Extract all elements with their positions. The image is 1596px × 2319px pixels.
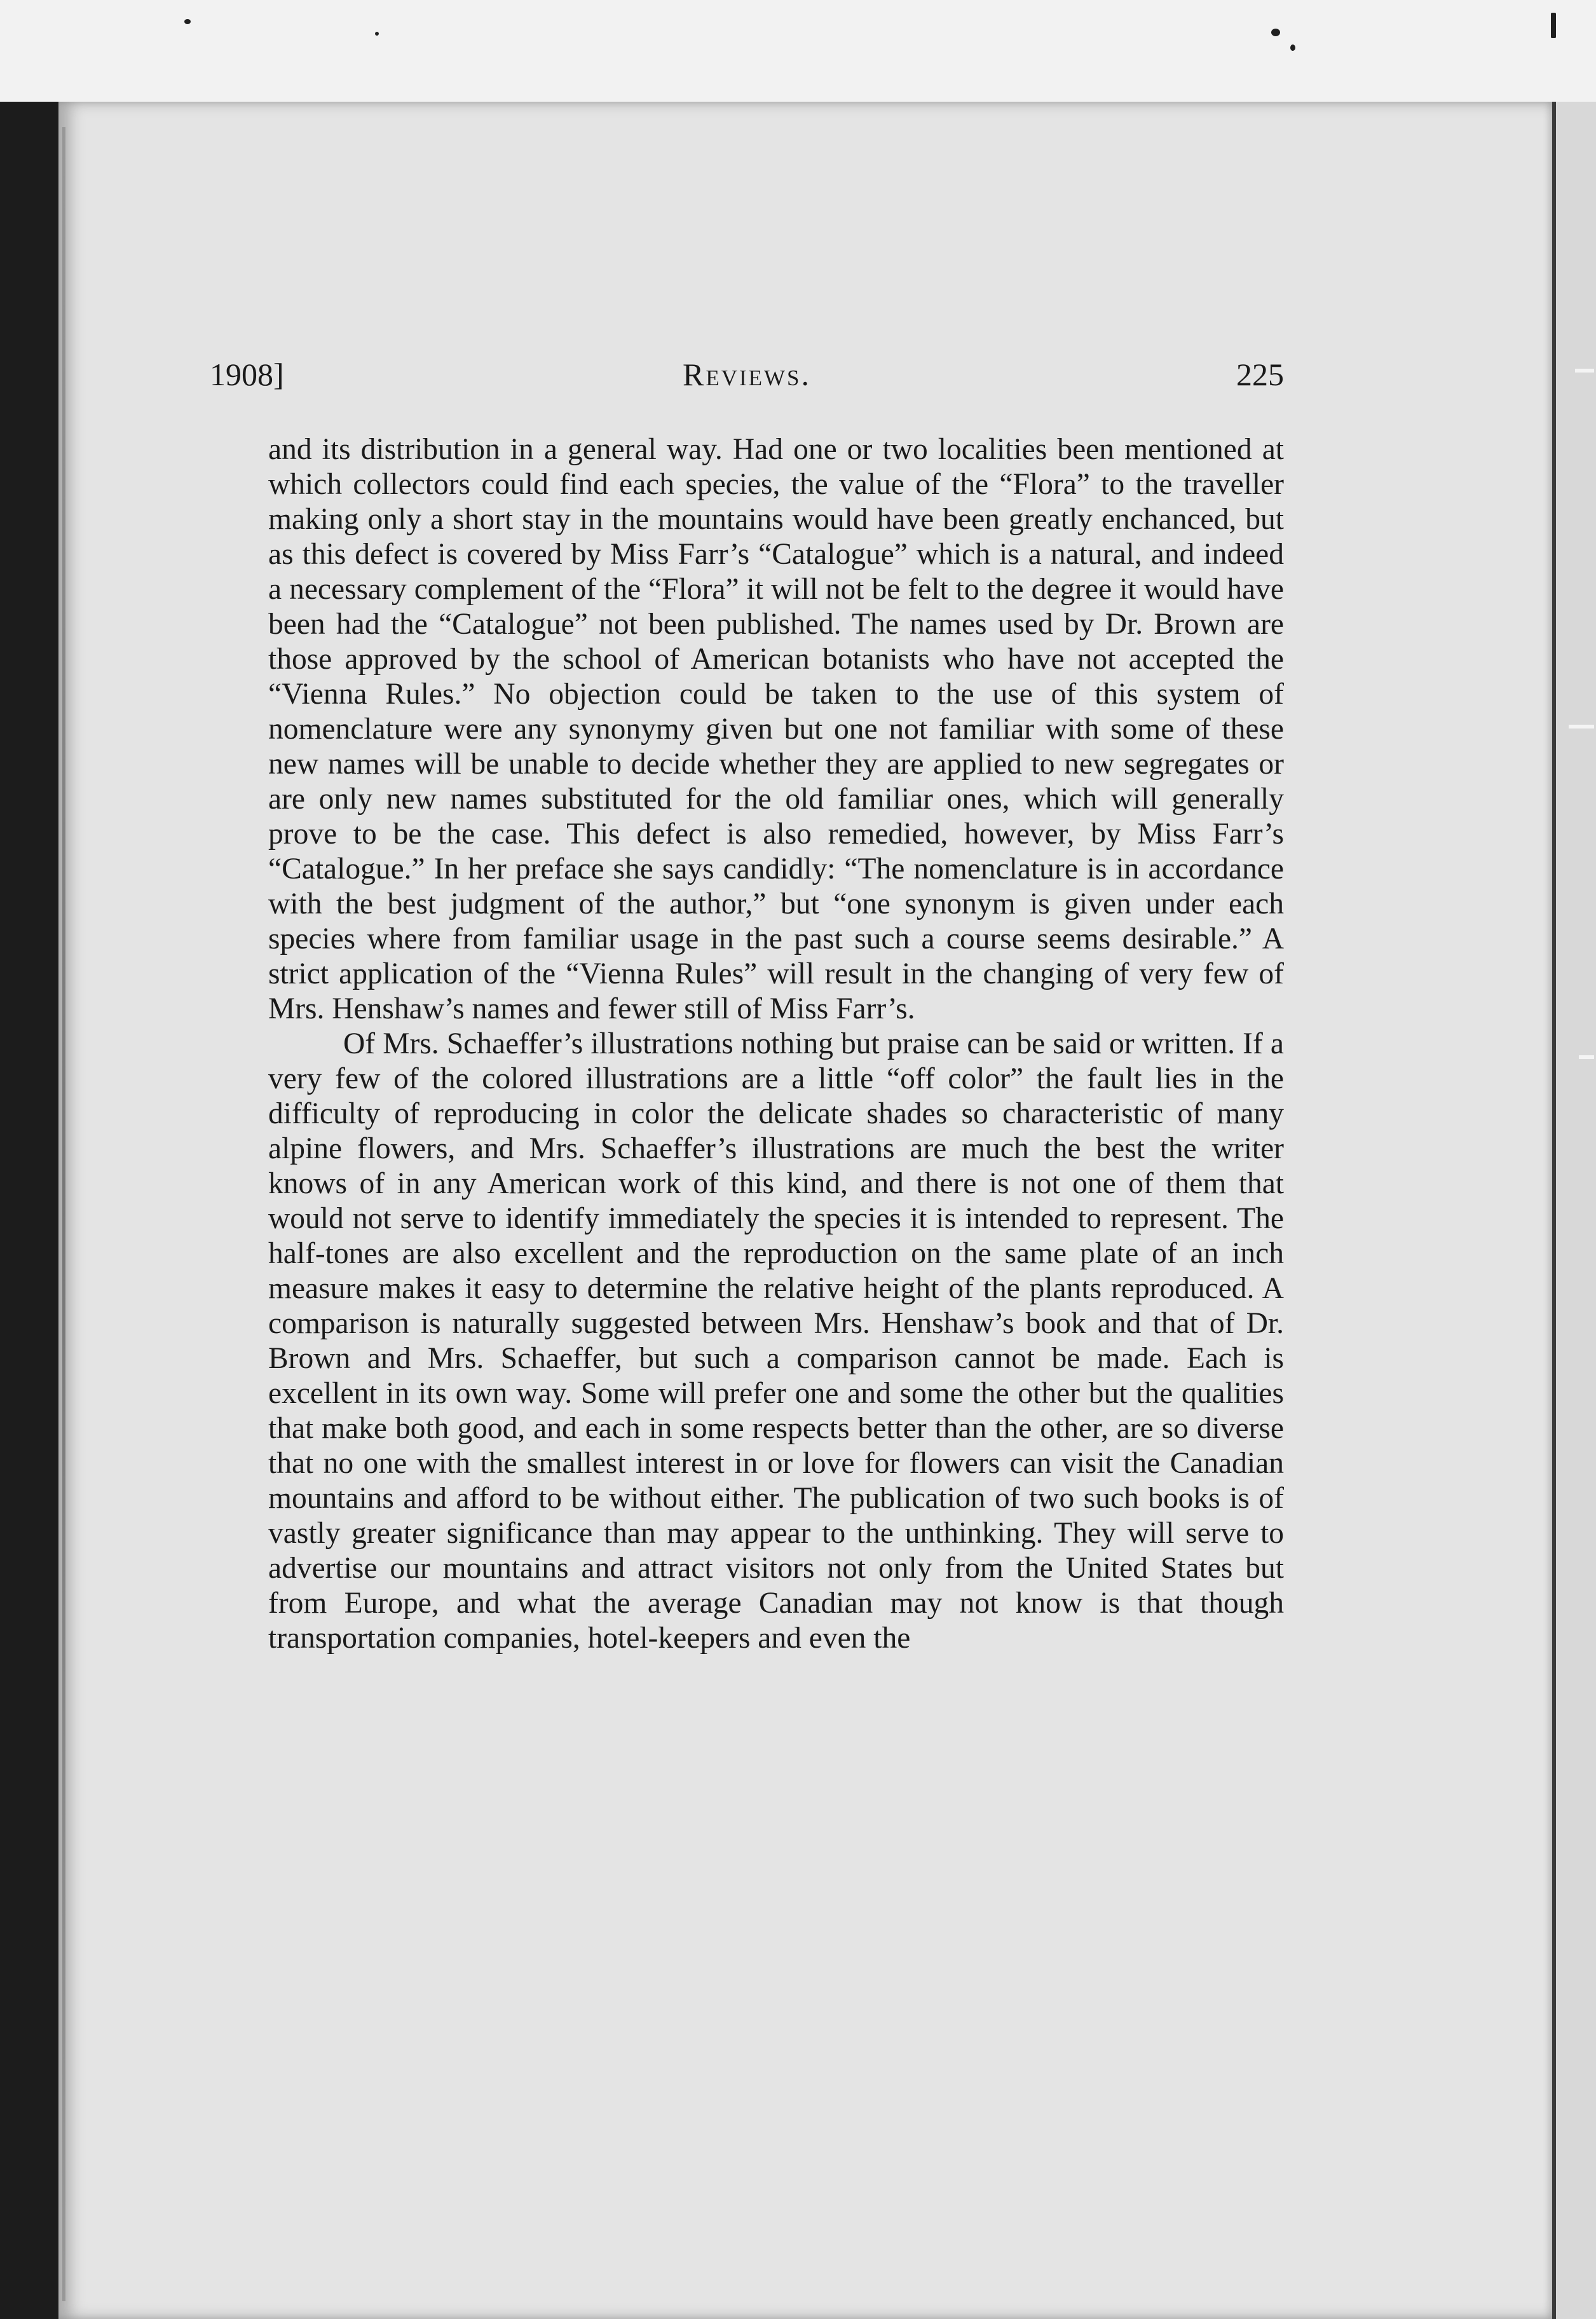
scan-speck (184, 19, 191, 24)
scan-speck (375, 32, 379, 36)
scan-border-top (0, 0, 1596, 102)
scan-speck (1551, 13, 1556, 38)
paragraph-illustrations: Of Mrs. Schaeffer’s illustrations nothing but praise can be said or written. If a very few of the colored illustrations are a little “off color” the fault lies in the difficulty of reproducing in color the delicate shades so characteristic of many alpine flowers, and Mrs. Schaeffer’s illustrations are much the best the writer knows of in any American work of this kind, and there is not one of them that would not serve to identify immediately the species it is intended to represent. The half-tones are also excellent and the reproduction on the same plate of an inch measure makes it easy to determine the relative height of the plants reproduced. A comparison is naturally suggested between Mrs. Henshaw’s book and that of Dr. Brown and Mrs. Schaeffer, but such a comparison cannot be made. Each is excellent in its own way. Some will prefer one and some the other but the qualities that make both good, and each in some respects better than the other, are so diverse that no one with the smallest interest in or love for flowers can visit the Canadian mountains and afford to be without either. The publication of two such books is of vastly greater significance than may appear to the unthinking. They will serve to advertise our mountains and attract visitors not only from the United States but from Europe, and what the average Canadian may not know is that though transportation companies, hotel-keepers and even the (268, 1027, 1284, 1655)
page-number: 225 (1236, 357, 1284, 392)
paragraph-continued: and its distribution in a general way. Had one or two localities been mentioned at which collectors could find each species, the value of the “Flora” to the traveller making only a short stay in the mountains would have been greatly enchanced, but as this defect is covered by Miss Farr’s “Catalogue” which is a natural, and indeed a necessary complement of the “Flora” it will not be felt to the degree it would have been had the “Catalogue” not been published. The names used by Dr. Brown are those approved by the school of American botanists who have not accepted the “Vienna Rules.” No objection could be taken to the use of this system of nomenclature were any synonymy given but one not familiar with some of these new names will be unable to decide whether they are applied to new segregates or are only new names substituted for the old familiar ones, which will generally prove to be the case. This defect is also remedied, however, by Miss Farr’s “Catalogue.” In her preface she says candidly: “The nomenclature is in accordance with the best judgment of the author,” but “one synonym is given under each species where from familiar usage in the past such a course seems desirable.” A strict application of the “Vienna Rules” will result in the changing of very few of Mrs. Henshaw’s names and fewer still of Miss Farr’s. (268, 433, 1284, 1025)
running-head (210, 356, 1284, 400)
edge-mark (1575, 369, 1594, 373)
scan-speck (1290, 44, 1295, 51)
edge-mark (1569, 725, 1594, 729)
page-edge-right (1552, 102, 1596, 2319)
edge-mark (1579, 1055, 1594, 1059)
body-text (268, 432, 1284, 2034)
page-gutter (62, 127, 65, 2301)
scan-speck (1271, 29, 1280, 36)
running-head-year: 1908] (210, 357, 284, 392)
running-head-section: Reviews. (682, 357, 812, 392)
